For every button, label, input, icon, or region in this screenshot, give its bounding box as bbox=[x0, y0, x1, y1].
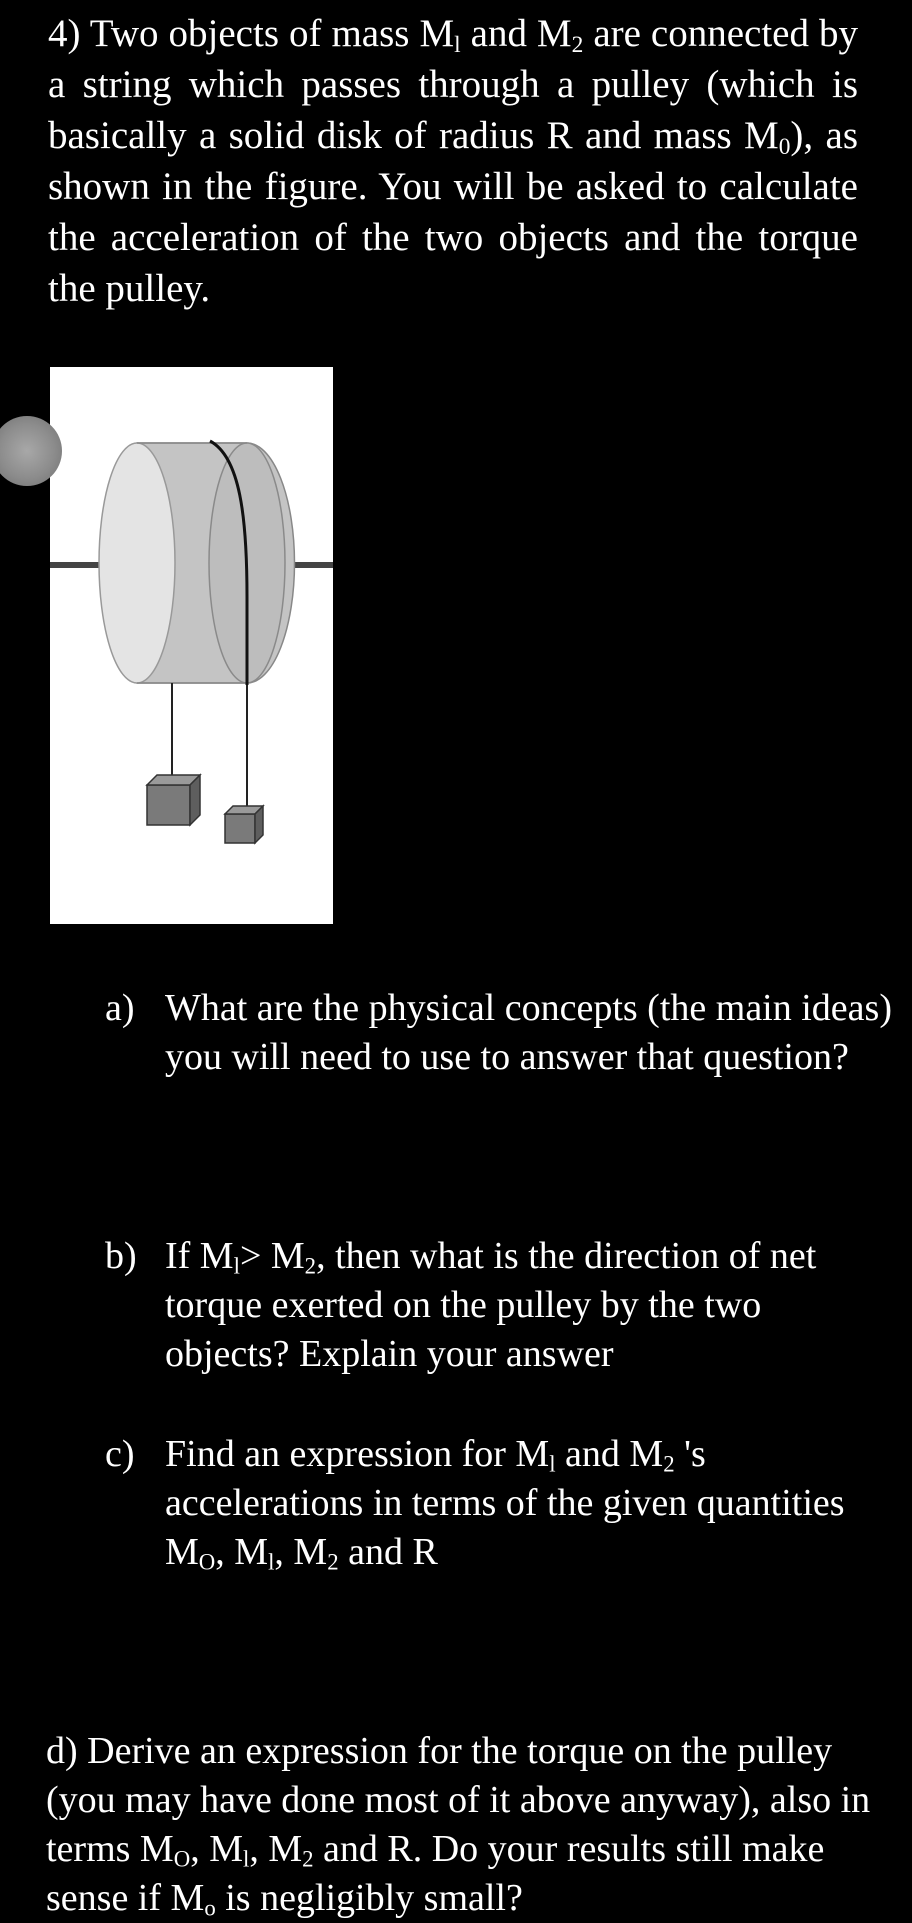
question-b-sub-1: l bbox=[233, 1253, 240, 1279]
question-b bbox=[105, 1232, 895, 1379]
question-c-sub-4: l bbox=[268, 1549, 275, 1575]
mass-1-side bbox=[190, 775, 200, 825]
intro-sub-3: 0 bbox=[778, 133, 791, 160]
question-c-sub-3: O bbox=[198, 1549, 216, 1575]
question-a-label: a) bbox=[105, 987, 135, 1029]
question-c-sub-1: l bbox=[549, 1451, 556, 1477]
intro-sub-2: 2 bbox=[571, 31, 584, 58]
intro-text-1: 4) Two objects of mass M bbox=[48, 12, 455, 55]
question-b-text-3: , then what is the direction of net torque exerted on the pulley by the two objects? Explain your answer bbox=[165, 1235, 817, 1375]
question-d-text-2: , M bbox=[190, 1828, 243, 1870]
question-b-sub-2: 2 bbox=[304, 1253, 317, 1279]
problem-statement bbox=[48, 8, 858, 314]
question-b-label: b) bbox=[105, 1235, 137, 1277]
question-c-text-3: 's accelerations in terms of the given quantities M bbox=[165, 1433, 845, 1573]
question-d-text-5: is negligibly small? bbox=[215, 1877, 523, 1919]
question-d-sub-3: 2 bbox=[302, 1846, 314, 1872]
question-b-text bbox=[165, 1232, 895, 1379]
question-d bbox=[46, 1727, 896, 1923]
question-c-text-1: Find an expression for M bbox=[165, 1433, 550, 1475]
question-b-text-2: > M bbox=[239, 1235, 305, 1277]
question-c-text-2: and M bbox=[555, 1433, 664, 1475]
question-c-text-6: and R bbox=[338, 1531, 438, 1573]
question-c bbox=[105, 1430, 895, 1577]
question-c-text-4: , M bbox=[215, 1531, 269, 1573]
question-c-sub-5: 2 bbox=[327, 1549, 339, 1575]
intro-text-4: ), as shown in the figure. You will be asked to calculate the acceleration of the two objects and the torque the pulley. bbox=[48, 114, 858, 310]
question-c-text-5: , M bbox=[274, 1531, 328, 1573]
pulley-diagram bbox=[50, 367, 333, 924]
question-d-sub-1: O bbox=[173, 1846, 191, 1872]
intro-sub-1: l bbox=[454, 31, 461, 58]
pulley-front-face bbox=[99, 443, 175, 683]
question-a bbox=[105, 984, 895, 1082]
mass-2-front bbox=[225, 814, 255, 843]
question-c-text bbox=[165, 1430, 895, 1577]
mass-1-front bbox=[147, 785, 190, 825]
question-d-sub-4: o bbox=[204, 1895, 216, 1921]
question-c-sub-2: 2 bbox=[663, 1451, 675, 1477]
question-d-text-1: d) Derive an expression for the torque on the pulley (you may have done most of it above anyway), also in terms M bbox=[46, 1730, 871, 1870]
question-c-label: c) bbox=[105, 1433, 135, 1475]
intro-text-3: are connected by a string which passes through a pulley (which is basically a solid disk of radius R and mass M bbox=[48, 12, 858, 157]
question-b-text-1: If M bbox=[165, 1235, 234, 1277]
pulley-figure bbox=[50, 367, 333, 924]
question-d-sub-2: l bbox=[242, 1846, 250, 1872]
intro-text-2: and M bbox=[460, 12, 572, 55]
question-d-text-3: , M bbox=[249, 1828, 303, 1870]
question-d-text-4: and R. Do your results still make sense if M bbox=[46, 1828, 825, 1919]
question-a-text: What are the physical concepts (the main ideas) you will need to use to answer that question? bbox=[165, 987, 892, 1078]
